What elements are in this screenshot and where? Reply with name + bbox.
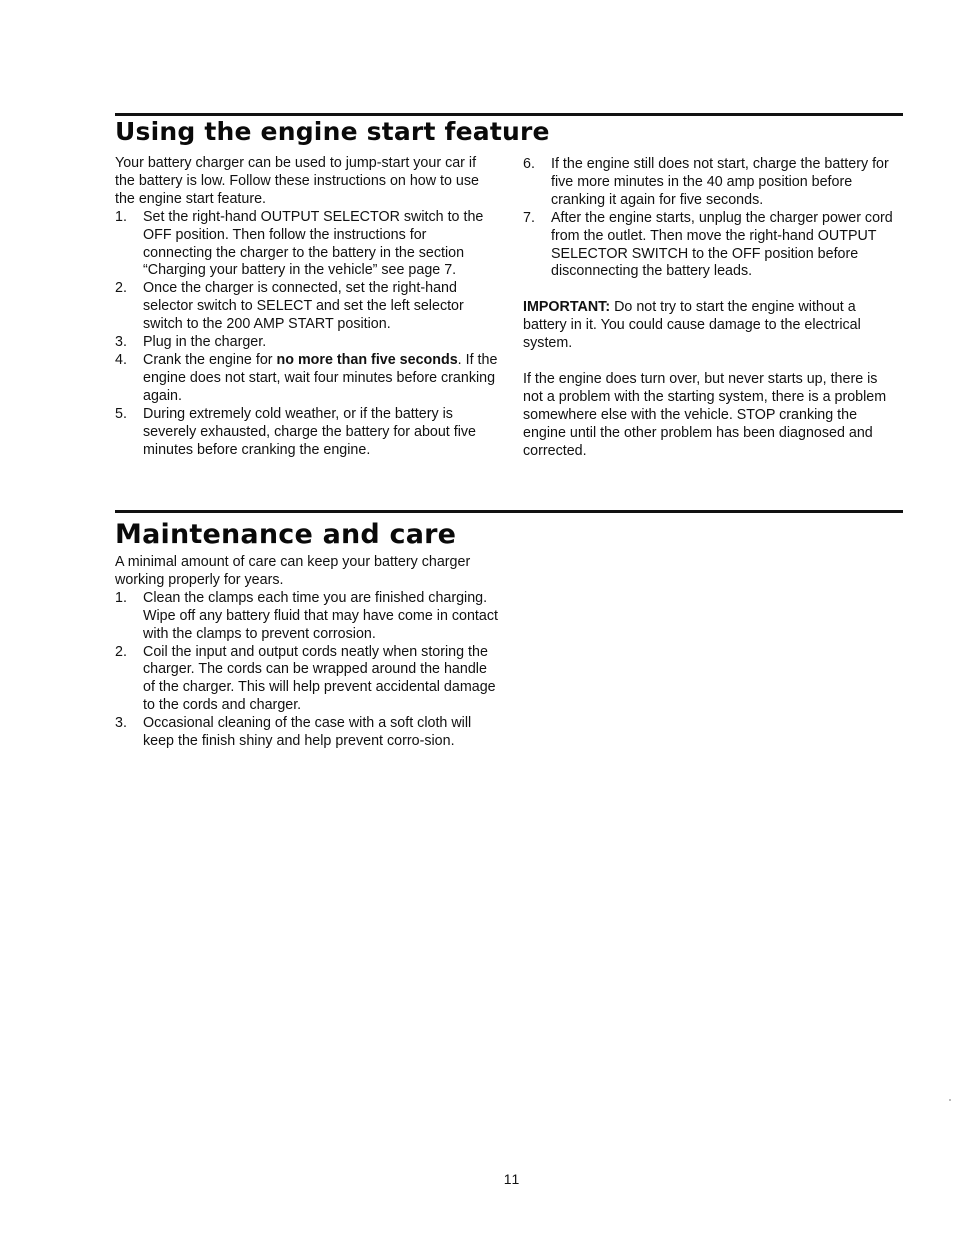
list-item: 2. Coil the input and output cords neatly when storing the charger. The cords can be wrapped around the handle of the charger. This will help prevent accidental damage to the cords and charger. (115, 643, 496, 714)
list-item: 1. Set the right-hand OUTPUT SELECTOR switch to the OFF position. Then follow the instructions for connecting the charger to the battery in the section “Charging your battery in the vehicle” see page 7. (115, 208, 484, 279)
page-number: 11 (503, 1171, 521, 1187)
engine-start-heading: Using the engine start feature (115, 117, 550, 146)
top-rule (115, 113, 903, 116)
troubleshooting-note: If the engine does turn over, but never starts up, there is not a problem with the starting system, there is a problem somewhere else with the vehicle. STOP cranking the engine until the other problem has been diagnosed and corrected. (523, 371, 887, 459)
list-item: 7. After the engine starts, unplug the charger power cord from the outlet. Then move the right-hand OUTPUT SELECTOR SWITCH to the OFF position before disconnecting the battery leads. (523, 209, 893, 280)
important-label: IMPORTANT: (523, 299, 611, 316)
maintenance-column (115, 554, 499, 751)
important-note: IMPORTANT: Do not try to start the engine without a battery in it. You could cause damage to the electrical system. (523, 299, 861, 352)
maintenance-steps-list (115, 590, 499, 751)
section-rule (115, 510, 903, 513)
engine-steps-list (115, 209, 499, 460)
engine-right-column (523, 156, 901, 461)
emphasis-text: no more than five seconds (276, 351, 458, 368)
engine-left-column (115, 155, 499, 459)
list-item: 1. Clean the clamps each time you are finished charging. Wipe off any battery fluid that may have come in contact with the clamps to prevent corrosion. (115, 589, 498, 642)
engine-intro: Your battery charger can be used to jump-start your car if the battery is low. Follow these instructions on how to use the engine start feature. (115, 155, 479, 207)
scan-speck (949, 1099, 951, 1101)
list-item: 3. Plug in the charger. (115, 334, 267, 351)
maintenance-heading: Maintenance and care (115, 519, 457, 550)
engine-steps-list-continued (523, 156, 901, 281)
list-item: 6. If the engine still does not start, charge the battery for five more minutes in the 40 amp position before cranking it again for five seconds. (523, 156, 889, 208)
list-item: 3. Occasional cleaning of the case with a soft cloth will keep the finish shiny and help prevent corro-sion. (115, 715, 472, 750)
list-item: 4. Crank the engine for no more than five seconds. If the engine does not start, wait four minutes before cranking again. (115, 351, 498, 404)
list-item: 5. During extremely cold weather, or if the battery is severely exhausted, charge the battery for about five minutes before cranking the engine. (115, 405, 476, 458)
maintenance-intro: A minimal amount of care can keep your battery charger working properly for years. (115, 554, 471, 588)
list-item: 2. Once the charger is connected, set the right-hand selector switch to SELECT and set the left selector switch to the 200 AMP START position. (115, 280, 464, 333)
